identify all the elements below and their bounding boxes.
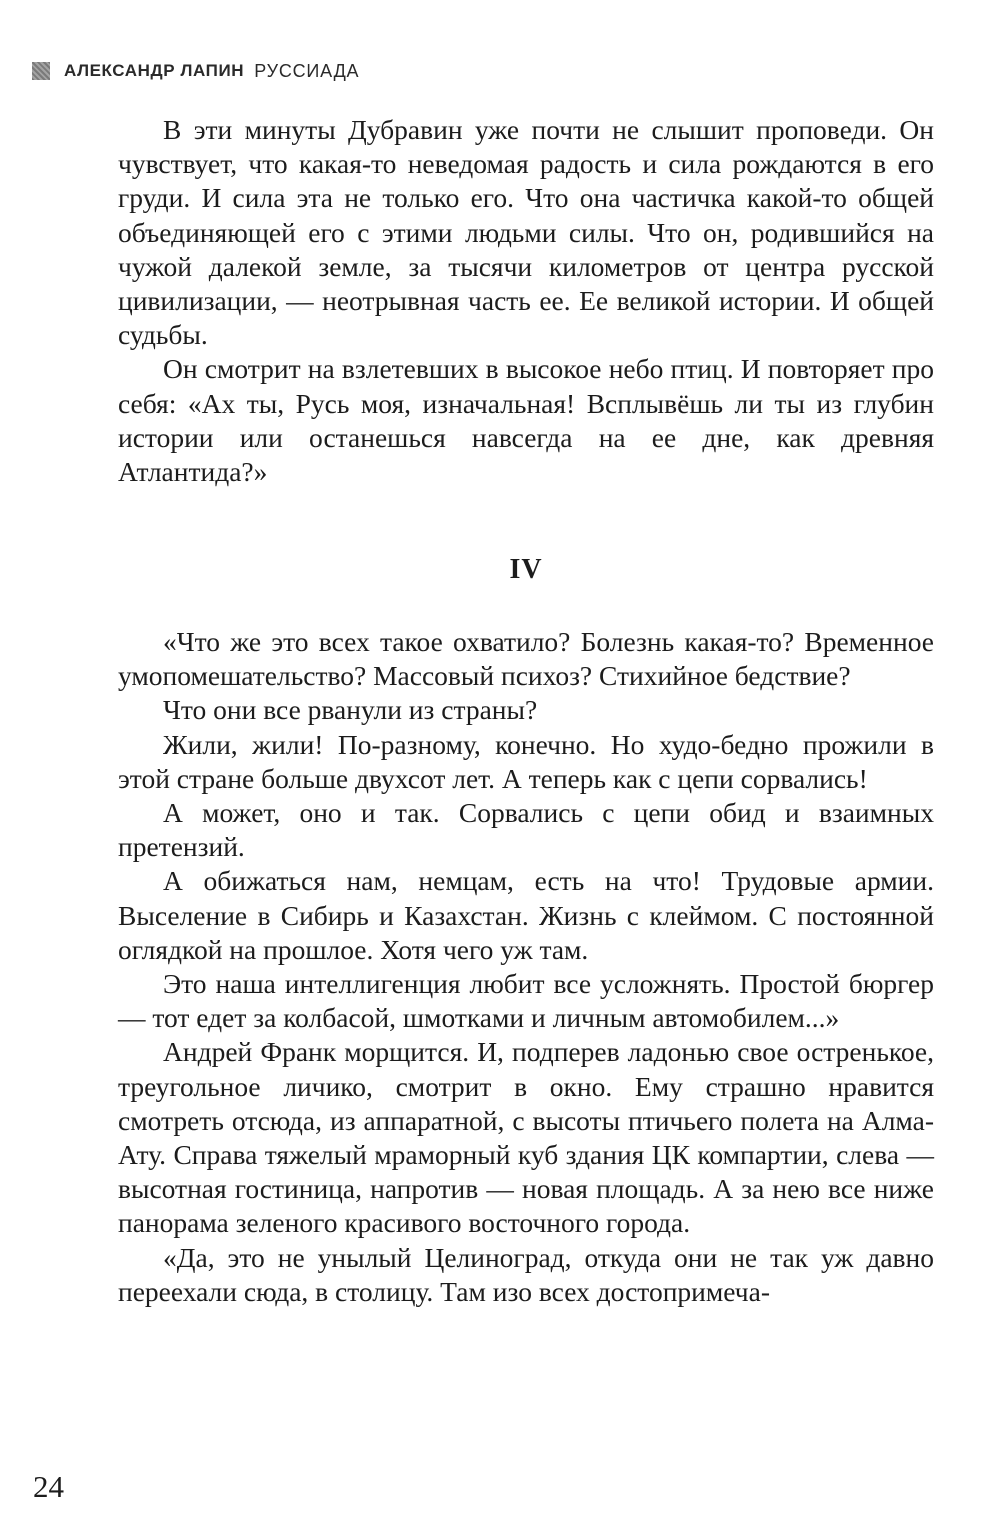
paragraph: В эти минуты Дубравин уже почти не слышит проповеди. Он чувствует, что какая-то неведомая радость и сила рождаются в его груди. И сила эта не только его. Что она частичка какой-то общей объединяющей его с этими людьми силы. Что он, родившийся на чужой далекой земле, за тысячи километров от центра русской цивилизации, — неотрывная часть ее. Ее великой истории. И общей судьбы.: [118, 114, 934, 351]
paragraph: А обижаться нам, немцам, есть на что! Трудовые армии. Выселение в Сибирь и Казахстан. Жизнь с клеймом. С постоянной оглядкой на прошлое. Хотя чего уж там.: [118, 865, 934, 965]
paragraph: Это наша интеллигенция любит все усложнять. Простой бюргер — тот едет за колбасой, шмотками и личным автомобилем...»: [118, 968, 934, 1034]
paragraph: Жили, жили! По-разному, конечно. Но худо-бедно прожили в этой стране больше двухсот лет. А теперь как с цепи сорвались!: [118, 728, 934, 794]
running-head: [32, 58, 359, 84]
paragraph: Он смотрит на взлетевших в высокое небо птиц. И повторяет про себя: «Ах ты, Русь моя, изначальная! Всплывёшь ли ты из глубин истории или останешься навсегда на ее дне, как древняя Атлантида?»: [118, 353, 934, 488]
paragraph: «Что же это всех такое охватило? Болезнь какая-то? Временное умопомешательство? Массовый психоз? Стихийное бедствие?: [118, 626, 934, 692]
header-marker-icon: [32, 62, 50, 80]
page-number: 24: [33, 1469, 64, 1504]
running-head-author: АЛЕКСАНДР ЛАПИН: [64, 61, 245, 80]
text-block-before-chapter: [118, 113, 934, 489]
running-head-title: РУССИАДА: [254, 60, 360, 81]
paragraph: А может, оно и так. Сорвались с цепи обид и взаимных претензий.: [118, 797, 934, 863]
paragraph: Андрей Франк морщится. И, подперев ладонью свое остренькое, треугольное личико, смотрит в окно. Ему страшно нравится смотреть отсюда, из аппаратной, с высоты птичьего полета на Алма-Ату. Справа тяжелый мраморный куб здания ЦК компартии, слева — высотная гостиница, напротив — новая площадь. А за нею все ниже панорама зеленого красивого восточного города.: [118, 1036, 934, 1239]
chapter-number: IV: [509, 554, 543, 585]
chapter-text-block: [118, 625, 934, 1309]
paragraph: «Да, это не унылый Целиноград, откуда они не так уж давно переехали сюда, в столицу. Там изо всех достопримеча-: [118, 1241, 934, 1307]
paragraph: Что они все рванули из страны?: [163, 694, 538, 726]
